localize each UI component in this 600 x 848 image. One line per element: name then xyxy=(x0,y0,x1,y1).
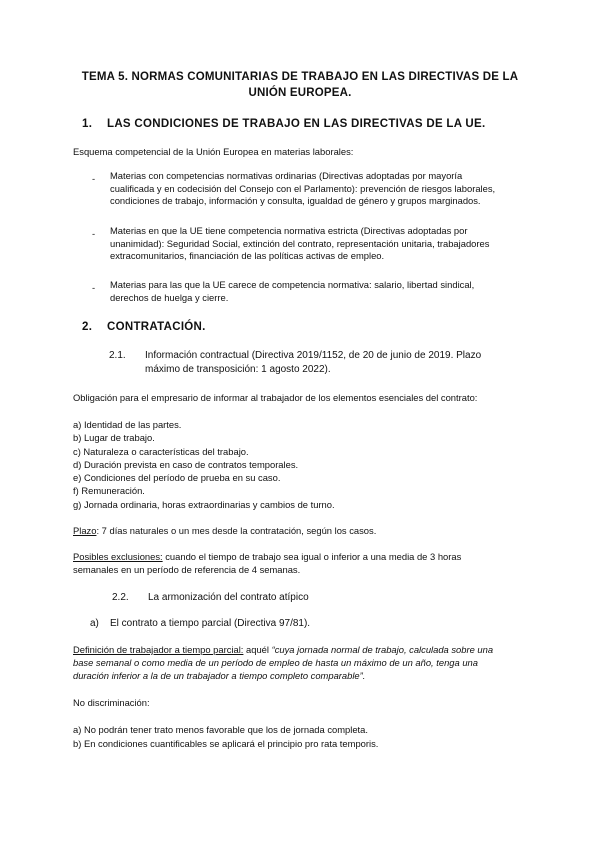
no-discriminacion-label: No discriminación: xyxy=(73,697,150,708)
list-item: e) Condiciones del período de prueba en su caso. xyxy=(73,472,281,484)
plazo-text: : 7 días naturales o un mes desde la contratación, según los casos. xyxy=(96,525,377,536)
bullet-dash: - xyxy=(92,228,96,239)
definicion-lead: aquél xyxy=(243,644,272,655)
subsection-2-1-line-2: máximo de transposición: 1 agosto 2022). xyxy=(145,364,331,375)
list-item: a) Identidad de las partes. xyxy=(73,419,182,430)
exclusiones-label: Posibles exclusiones: xyxy=(73,551,163,562)
subsection-2-2-a-letter: a) xyxy=(90,618,99,629)
bullet-estricta xyxy=(110,225,489,263)
definicion-line-2: base semanal o como media de un período de empleo de hasta un máximo de un año, tenga una xyxy=(73,657,478,668)
subsection-2-1-line-1: Información contractual (Directiva 2019/1152, de 20 de junio de 2019. Plazo xyxy=(145,350,482,361)
definicion-quote-1: “cuya jornada normal de trabajo, calculada sobre una xyxy=(271,644,494,655)
bullet-dash: - xyxy=(92,282,96,293)
list-item: b) Lugar de trabajo. xyxy=(73,432,155,444)
no-discriminacion-item: a) No podrán tener trato menos favorable que los de jornada completa. xyxy=(73,724,368,735)
section-1-number: 1. xyxy=(82,118,93,130)
plazo-paragraph xyxy=(73,525,376,537)
subsection-2-2-heading: La armonización del contrato atípico xyxy=(148,592,309,603)
bullet-line: cualificada y en codecisión del Consejo con el Parlamento): prevención de riesgos laborales, xyxy=(110,182,496,194)
section-1-intro: Esquema competencial de la Unión Europea en materias laborales: xyxy=(73,146,354,157)
bullet-line: unanimidad): Seguridad Social, extinción del contrato, representación unitaria, trabajadores xyxy=(110,237,490,249)
bullet-line: derechos de huelga y cierre. xyxy=(110,291,229,303)
bullet-carece xyxy=(110,279,474,304)
document-title-line-2: UNIÓN EUROPEA. xyxy=(248,87,352,99)
exclusiones-line-2: semanales en un período de referencia de 4 semanas. xyxy=(73,564,301,575)
definicion-line-3: duración inferior a la de un trabajador a tiempo completo comparable”. xyxy=(73,670,366,681)
exclusiones-text: cuando el tiempo de trabajo sea igual o inferior a una media de 3 horas xyxy=(162,551,462,562)
definicion-label: Definición de trabajador a tiempo parcial: xyxy=(73,644,244,655)
document-title-line-1: TEMA 5. NORMAS COMUNITARIAS DE TRABAJO EN LAS DIRECTIVAS DE LA xyxy=(81,71,519,83)
bullet-line: Materias con competencias normativas ordinarias (Directivas adoptadas por mayoría xyxy=(110,170,463,181)
subsection-2-2-a-text: El contrato a tiempo parcial (Directiva 97/81). xyxy=(110,618,311,629)
section-2-number: 2. xyxy=(82,321,93,333)
list-item: g) Jornada ordinaria, horas extraordinarias y cambios de turno. xyxy=(73,498,335,510)
bullet-line: condiciones de trabajo, información y consulta, igualdad de género y grupos marginados. xyxy=(110,195,481,206)
section-2-heading: CONTRATACIÓN. xyxy=(107,321,206,333)
section-1-heading: LAS CONDICIONES DE TRABAJO EN LAS DIRECTIVAS DE LA UE. xyxy=(107,118,486,130)
list-item: d) Duración prevista en caso de contratos temporales. xyxy=(73,458,299,470)
subsection-2-1-number: 2.1. xyxy=(109,350,126,361)
no-discriminacion-item: b) En condiciones cuantificables se aplicará el principio pro rata temporis. xyxy=(73,738,379,749)
definicion-line-1 xyxy=(73,644,493,656)
bullet-line: extracomunitarios, financiación de las políticas activas de empleo. xyxy=(110,250,385,261)
list-item: f) Remuneración. xyxy=(73,485,145,497)
bullet-line: Materias para las que la UE carece de competencia normativa: salario, libertad sindical, xyxy=(110,279,475,290)
obligation-text: Obligación para el empresario de informar al trabajador de los elementos esenciales del contrato: xyxy=(73,392,478,403)
subsection-2-2-number: 2.2. xyxy=(112,592,129,603)
list-item: c) Naturaleza o características del trabajo. xyxy=(73,445,249,457)
bullet-ordinarias xyxy=(110,170,495,208)
bullet-dash: - xyxy=(92,173,96,184)
plazo-label: Plazo xyxy=(73,525,97,536)
bullet-line: Materias en que la UE tiene competencia normativa estricta (Directivas adoptadas por xyxy=(110,225,468,236)
exclusiones-line-1 xyxy=(73,551,461,563)
elements-list xyxy=(73,418,335,511)
